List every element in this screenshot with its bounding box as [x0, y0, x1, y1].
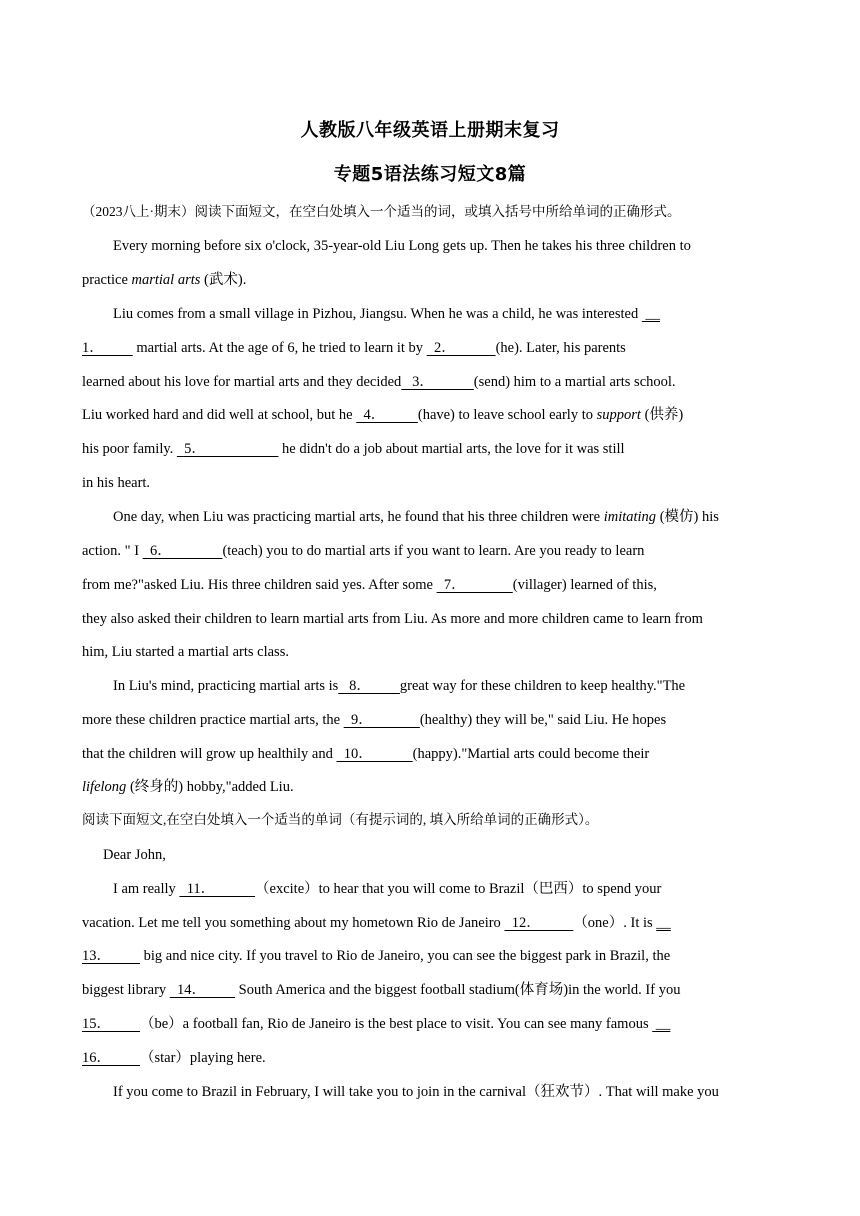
text: (供养): [640, 407, 684, 423]
page-title: 人教版八年级英语上册期末复习: [300, 120, 560, 141]
blank-8[interactable]: 8．: [338, 678, 400, 694]
passage1-line: [82, 642, 782, 662]
text: (终身的) hobby,"added Liu.: [126, 779, 294, 795]
blank-10[interactable]: 10．: [336, 746, 413, 762]
text: he didn't do a job about martial arts, the love for it was still: [278, 441, 625, 457]
text: (have) to leave school early to: [417, 407, 597, 423]
letter-greeting: Dear John,: [103, 847, 166, 863]
blank-16[interactable]: 16．: [82, 1050, 140, 1066]
text: vacation. Let me tell you something about my hometown Rio de Janeiro: [82, 915, 505, 931]
text: from me?"asked Liu. His three children said yes. After some: [82, 577, 437, 593]
text: I am really: [113, 881, 180, 897]
passage1-instruction: （2023八上·期末）阅读下面短文，在空白处填入一个适当的词，或填入括号中所给单词的正确形式。: [82, 204, 681, 219]
passage2-line: [82, 1014, 782, 1034]
passage2-line: [82, 1048, 782, 1068]
blank-16-start[interactable]: __: [652, 1016, 671, 1032]
text: biggest library: [82, 982, 170, 998]
passage1-line: [82, 338, 782, 358]
text: great way for these children to keep healthy."The: [399, 678, 686, 694]
blank-3[interactable]: 3．: [401, 374, 474, 390]
passage2-line: [82, 913, 782, 933]
passage2-line: [82, 946, 782, 966]
text: South America and the biggest football stadium(体育场)in the world. If you: [235, 982, 681, 998]
text: learned about his love for martial arts and they decided: [82, 374, 402, 390]
text: him, Liu started a martial arts class.: [82, 644, 289, 660]
passage1-line: [82, 744, 782, 764]
page-subtitle: 专题5语法练习短文8篇: [333, 164, 527, 185]
italic-term: martial arts: [131, 272, 201, 288]
passage2-line: [113, 879, 781, 899]
text: Liu worked hard and did well at school, but he: [82, 407, 357, 423]
passage1-line: [113, 304, 781, 324]
text: (he). Later, his parents: [495, 340, 626, 356]
text: （be）a football fan, Rio de Janeiro is the best place to visit. You can see many famous: [140, 1016, 653, 1032]
passage1-line: [113, 236, 781, 256]
italic-term: imitating: [603, 509, 657, 525]
passage1-line: [82, 609, 782, 629]
blank-13[interactable]: 13．: [82, 948, 140, 964]
passage1-line: [113, 507, 781, 527]
text: （one）. It is: [573, 915, 657, 931]
passage2-line: [113, 1082, 781, 1102]
blank-5[interactable]: 5．: [176, 441, 279, 457]
blank-4[interactable]: 4．: [356, 407, 418, 423]
blank-13-start[interactable]: __: [656, 915, 671, 931]
passage1-line: [82, 541, 782, 561]
blank-2[interactable]: 2．: [426, 340, 496, 356]
passage2-instruction: 阅读下面短文,在空白处填入一个适当的单词（有提示词的, 填入所给单词的正确形式）。: [82, 812, 599, 827]
text: In Liu's mind, practicing martial arts is: [113, 678, 339, 694]
text: (villager) learned of this,: [512, 577, 657, 593]
blank-15[interactable]: 15．: [82, 1016, 140, 1032]
blank-6[interactable]: 6．: [142, 543, 223, 559]
text: (模仿) his: [656, 509, 719, 525]
text: big and nice city. If you travel to Rio de Janeiro, you can see the biggest park in Brazil, the: [140, 948, 671, 964]
text: （excite）to hear that you will come to Brazil（巴西）to spend your: [255, 881, 662, 897]
passage1-line: [82, 405, 782, 425]
text: in his heart.: [82, 475, 151, 491]
text: （star）playing here.: [140, 1050, 266, 1066]
passage1-line: [82, 270, 782, 290]
italic-term: support: [596, 407, 641, 423]
text: (teach) you to do martial arts if you want to learn. Are you ready to learn: [222, 543, 645, 559]
text: more these children practice martial arts, the: [82, 712, 344, 728]
text: action. " I: [82, 543, 143, 559]
italic-term: lifelong: [82, 779, 127, 795]
text: If you come to Brazil in February, I will take you to join in the carnival（狂欢节）. That will make you: [113, 1084, 719, 1100]
blank-12[interactable]: 12．: [504, 915, 574, 931]
blank-11[interactable]: 11．: [179, 881, 256, 897]
blank-1[interactable]: 1．: [82, 340, 133, 356]
text: One day, when Liu was practicing martial arts, he found that his three children were: [113, 509, 604, 525]
passage1-line: [82, 710, 782, 730]
blank-7[interactable]: 7．: [436, 577, 513, 593]
text: that the children will grow up healthily and: [82, 746, 337, 762]
text: (happy)."Martial arts could become their: [412, 746, 650, 762]
text: (武术).: [200, 272, 247, 288]
passage1-line: [82, 777, 782, 797]
blank-1-start[interactable]: __: [641, 306, 660, 322]
text: Every morning before six o'clock, 35-year-old Liu Long gets up. Then he takes his three children to: [113, 238, 691, 254]
blank-14[interactable]: 14．: [169, 982, 236, 998]
text: his poor family.: [82, 441, 177, 457]
text: (send) him to a martial arts school.: [473, 374, 676, 390]
blank-9[interactable]: 9．: [343, 712, 420, 728]
passage1-line: [82, 439, 782, 459]
text: (healthy) they will be," said Liu. He hopes: [419, 712, 667, 728]
text: practice: [82, 272, 132, 288]
passage1-line: [113, 676, 781, 696]
passage1-line: [82, 372, 782, 392]
text: martial arts. At the age of 6, he tried to learn it by: [132, 340, 427, 356]
passage1-line: [82, 575, 782, 595]
passage2-line: [82, 980, 782, 1000]
text: Liu comes from a small village in Pizhou, Jiangsu. When he was a child, he was interested: [113, 306, 642, 322]
text: they also asked their children to learn martial arts from Liu. As more and more children came to learn from: [82, 611, 703, 627]
passage1-line: [82, 473, 782, 493]
